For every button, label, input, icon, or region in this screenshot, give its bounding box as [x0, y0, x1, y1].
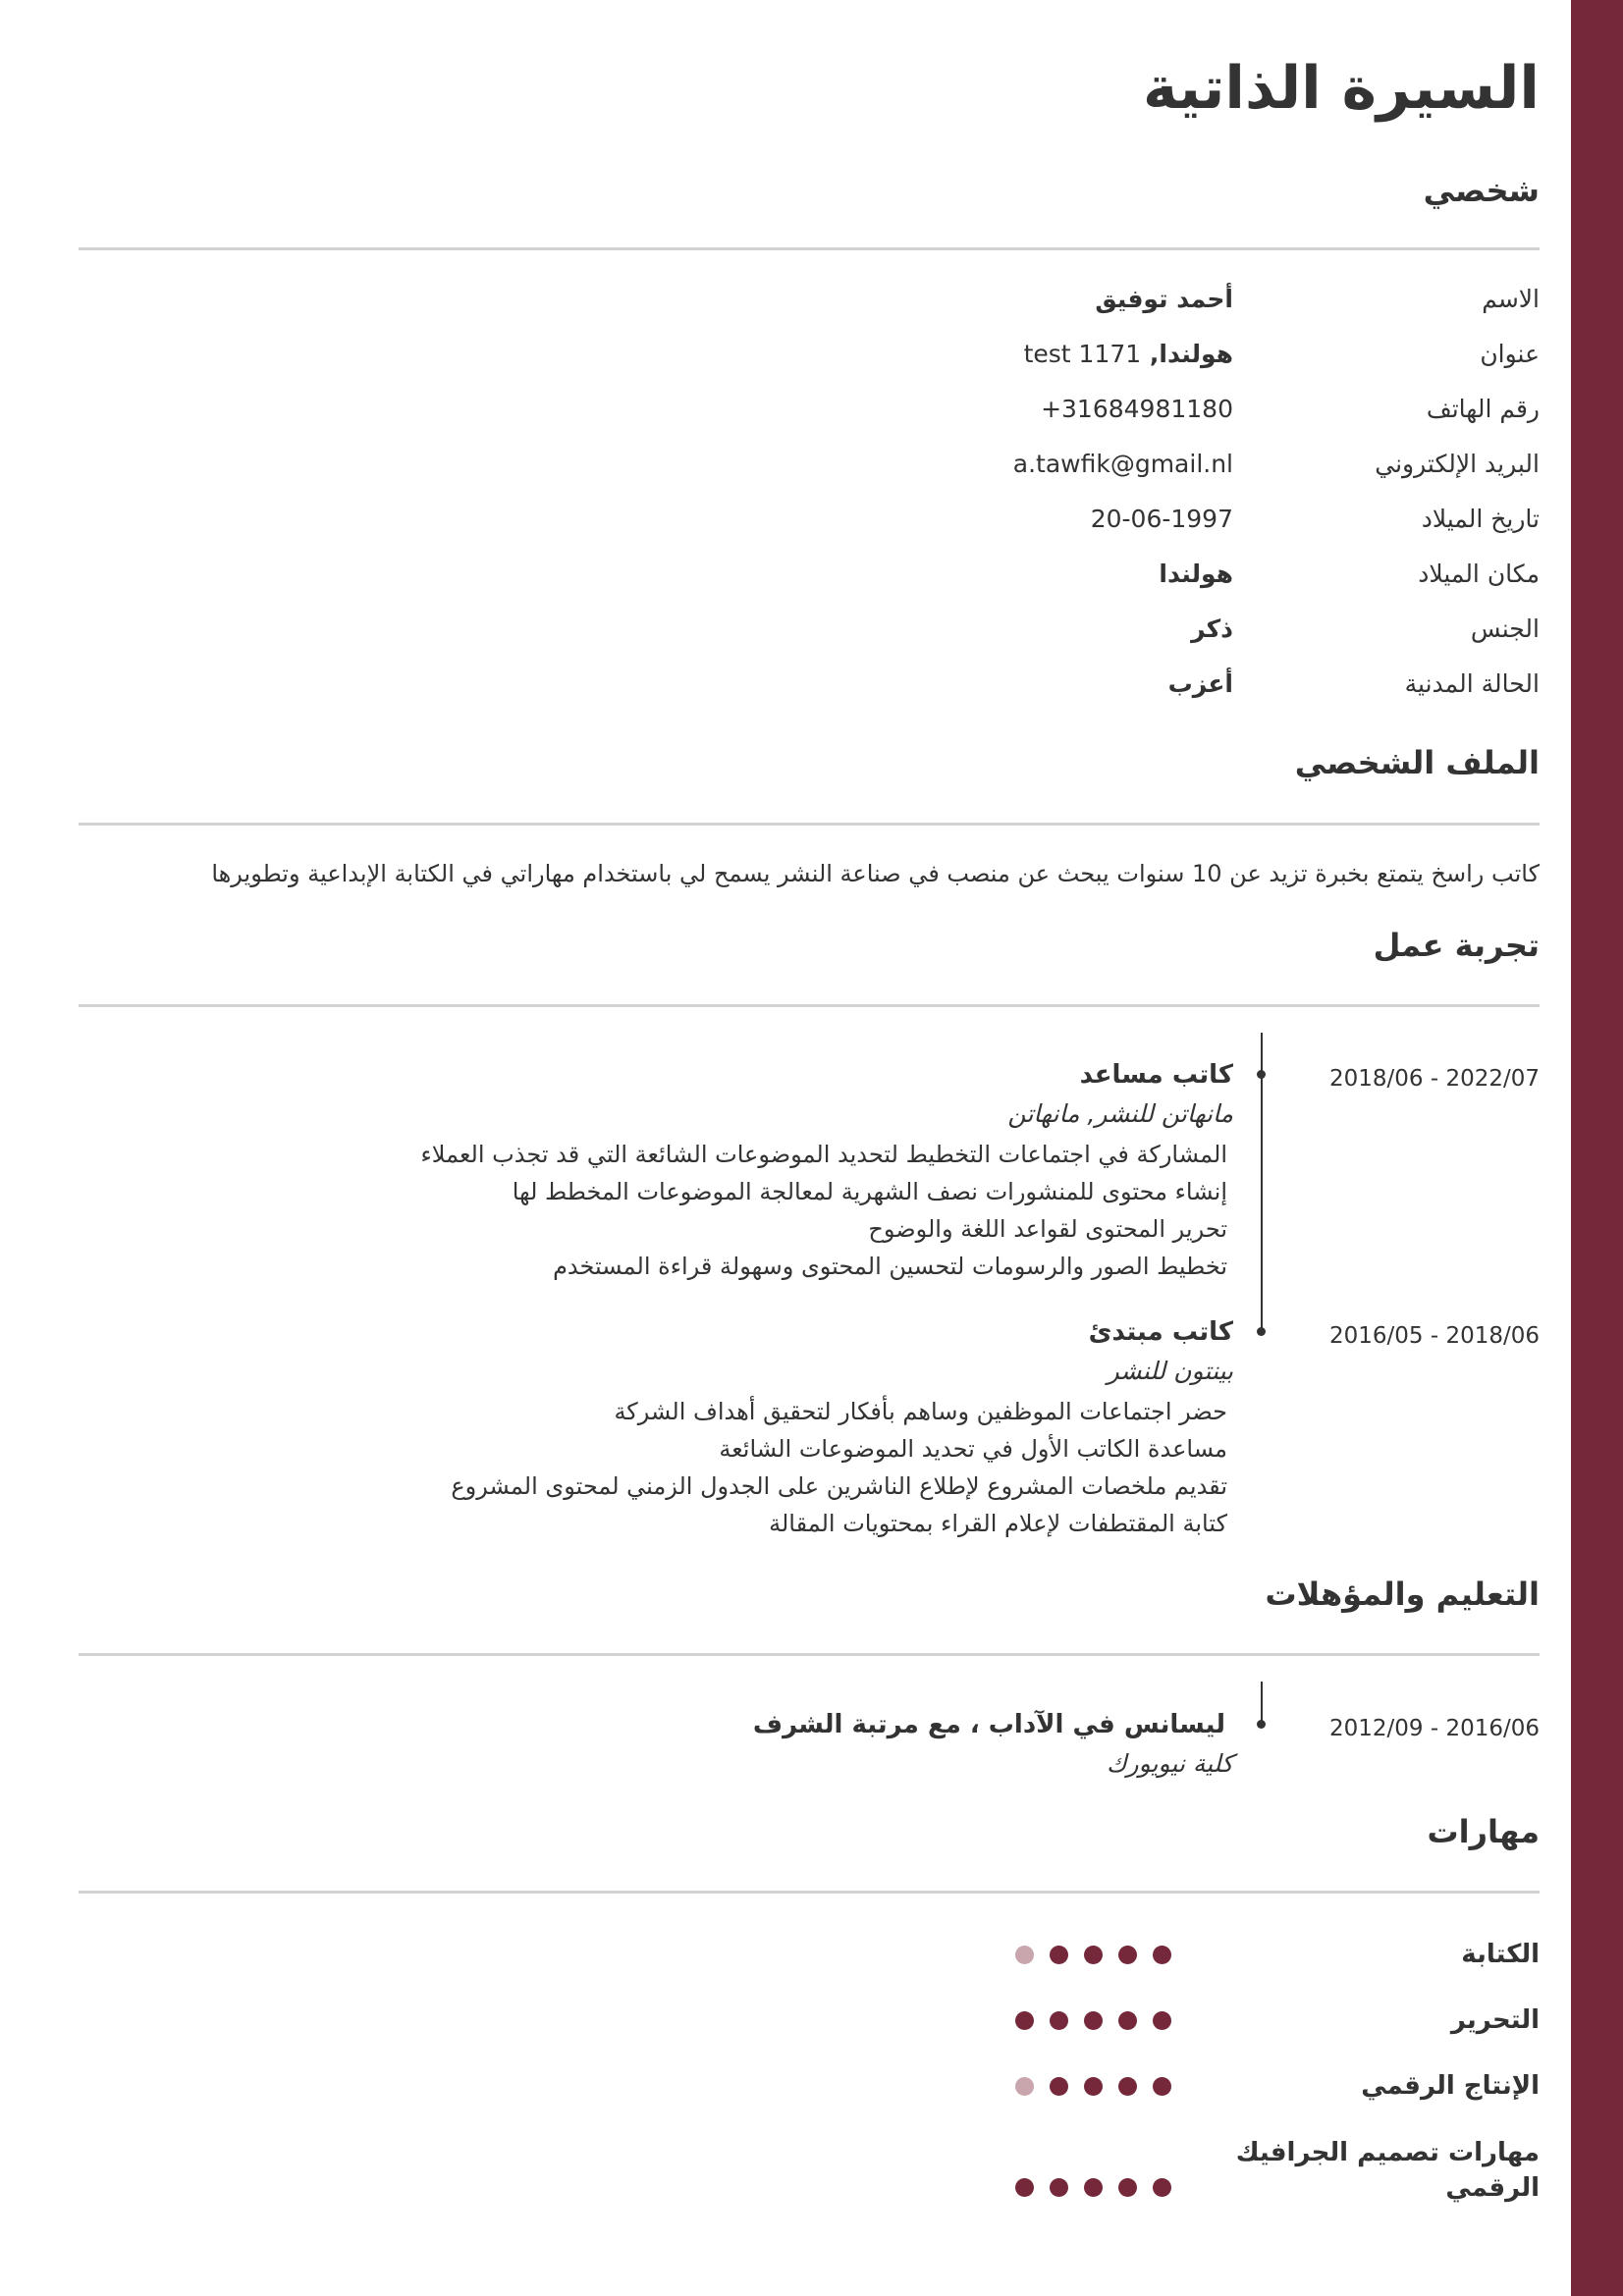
skill-dot-filled — [1118, 1946, 1137, 1964]
personal-label: البريد الإلكتروني — [1375, 450, 1540, 478]
section-title-education: التعليم والمؤهلات — [1265, 1575, 1540, 1613]
personal-label: الاسم — [1482, 285, 1540, 313]
skill-dot-filled — [1015, 2178, 1034, 2197]
job-task-list — [350, 1393, 1233, 1542]
education-school: كلية نيويورك — [1106, 1749, 1233, 1778]
personal-label: عنوان — [1480, 340, 1540, 368]
skill-dot-filled — [1050, 2178, 1068, 2197]
skill-name: مهارات تصميم الجرافيك الرقمي — [1235, 2138, 1540, 2203]
job-task: حضر اجتماعات الموظفين وساهم بأفكار لتحقيق أهداف الشركة — [614, 1398, 1227, 1425]
personal-value: 20-06-1997 — [1090, 505, 1233, 533]
timeline-dot — [1257, 1720, 1266, 1729]
job-task: مساعدة الكاتب الأول في تحديد الموضوعات الشائعة — [719, 1435, 1227, 1463]
personal-row-address — [79, 340, 1540, 379]
job-entry — [350, 1312, 1233, 1542]
personal-label: الحالة المدنية — [1404, 669, 1540, 698]
skill-rating — [1015, 2011, 1171, 2030]
personal-row-email — [79, 450, 1540, 489]
personal-value: +31684981180 — [1041, 395, 1233, 423]
page-title: السيرة الذاتية — [1142, 54, 1540, 123]
job-task-list — [350, 1136, 1233, 1285]
job-task: كتابة المقتطفات لإعلام القراء بمحتويات المقالة — [769, 1510, 1227, 1537]
skill-dot-filled — [1153, 2178, 1171, 2197]
personal-row-birth-place — [79, 560, 1540, 599]
skill-dot-empty — [1015, 2077, 1034, 2096]
job-task: تخطيط الصور والرسومات لتحسين المحتوى وسهولة قراءة المستخدم — [553, 1253, 1227, 1280]
section-title-personal: شخصي — [1423, 172, 1540, 209]
personal-value: أحمد توفيق — [1095, 285, 1233, 313]
skill-dot-filled — [1118, 2077, 1137, 2096]
job-task: إنشاء محتوى للمنشورات نصف الشهرية لمعالجة الموضوعات المخطط لها — [512, 1178, 1227, 1205]
personal-value — [1024, 340, 1233, 368]
job-date: 2016/05 - 2018/06 — [1328, 1323, 1540, 1349]
job-task: تحرير المحتوى لقواعد اللغة والوضوح — [868, 1215, 1227, 1243]
personal-value: ذكر — [1191, 614, 1233, 643]
job-title: كاتب مبتدئ — [1088, 1317, 1233, 1347]
personal-row-name — [79, 285, 1540, 324]
skill-dot-filled — [1153, 1946, 1171, 1964]
timeline-dot — [1257, 1070, 1266, 1079]
job-company: بينتون للنشر — [1107, 1357, 1233, 1385]
job-company: مانهاتن للنشر, مانهاتن — [1007, 1099, 1233, 1128]
skill-dot-filled — [1153, 2011, 1171, 2030]
skill-rating — [1015, 2178, 1171, 2197]
skill-rating — [1015, 2077, 1171, 2096]
personal-row-birth-date — [79, 505, 1540, 544]
section-title-experience: تجربة عمل — [1373, 927, 1540, 964]
job-task: تقديم ملخصات المشروع لإطلاع الناشرين على الجدول الزمني لمحتوى المشروع — [451, 1472, 1227, 1500]
skill-dot-filled — [1084, 2011, 1103, 2030]
personal-value: هولندا — [1159, 560, 1233, 588]
job-task: المشاركة في اجتماعات التخطيط لتحديد الموضوعات الشائعة التي قد تجذب العملاء — [420, 1141, 1227, 1168]
skill-dot-filled — [1084, 2077, 1103, 2096]
education-entry — [350, 1705, 1233, 1784]
skill-name: الإنتاج الرقمي — [1361, 2071, 1540, 2101]
personal-label: تاريخ الميلاد — [1421, 505, 1540, 533]
personal-label: مكان الميلاد — [1418, 560, 1540, 588]
skill-rating — [1015, 1946, 1171, 1964]
personal-label: الجنس — [1470, 614, 1540, 643]
education-degree: ليسانس في الآداب ، مع مرتبة الشرف — [752, 1710, 1225, 1739]
job-title: كاتب مساعد — [1079, 1060, 1233, 1090]
profile-summary: كاتب راسخ يتمتع بخبرة تزيد عن 10 سنوات يبحث عن منصب في صناعة النشر يسمح لي باستخدام مهاراتي في الكتابة الإبداعية وتطويرها — [211, 860, 1540, 887]
section-title-skills: مهارات — [1427, 1813, 1540, 1850]
section-divider — [79, 1653, 1540, 1656]
skill-name: الكتابة — [1461, 1940, 1540, 1969]
job-entry — [350, 1055, 1233, 1285]
skill-dot-filled — [1084, 1946, 1103, 1964]
education-date: 2012/09 - 2016/06 — [1328, 1716, 1540, 1741]
skill-dot-filled — [1118, 2011, 1137, 2030]
address-street: test 1171 — [1023, 340, 1142, 368]
skill-dot-filled — [1050, 1946, 1068, 1964]
accent-side-bar — [1571, 0, 1623, 2296]
section-divider — [79, 1004, 1540, 1007]
section-divider — [79, 823, 1540, 826]
personal-row-phone — [79, 395, 1540, 434]
section-title-profile: الملف الشخصي — [1294, 744, 1540, 781]
personal-value: أعزب — [1167, 669, 1233, 698]
timeline-dot — [1257, 1327, 1266, 1336]
skill-dot-filled — [1050, 2077, 1068, 2096]
cv-page — [79, 0, 1540, 2296]
skill-dot-filled — [1015, 2011, 1034, 2030]
skill-dot-filled — [1084, 2178, 1103, 2197]
address-country: هولندا, — [1149, 340, 1233, 368]
skill-dot-empty — [1015, 1946, 1034, 1964]
section-divider — [79, 247, 1540, 250]
job-date: 2018/06 - 2022/07 — [1328, 1066, 1540, 1092]
personal-row-gender — [79, 614, 1540, 654]
skill-dot-filled — [1153, 2077, 1171, 2096]
personal-label: رقم الهاتف — [1426, 395, 1540, 423]
skill-dot-filled — [1118, 2178, 1137, 2197]
skill-dot-filled — [1050, 2011, 1068, 2030]
personal-row-marital-status — [79, 669, 1540, 709]
section-divider — [79, 1891, 1540, 1894]
skill-name: التحرير — [1450, 2005, 1540, 2035]
personal-value: a.tawfik@gmail.nl — [1012, 450, 1233, 478]
